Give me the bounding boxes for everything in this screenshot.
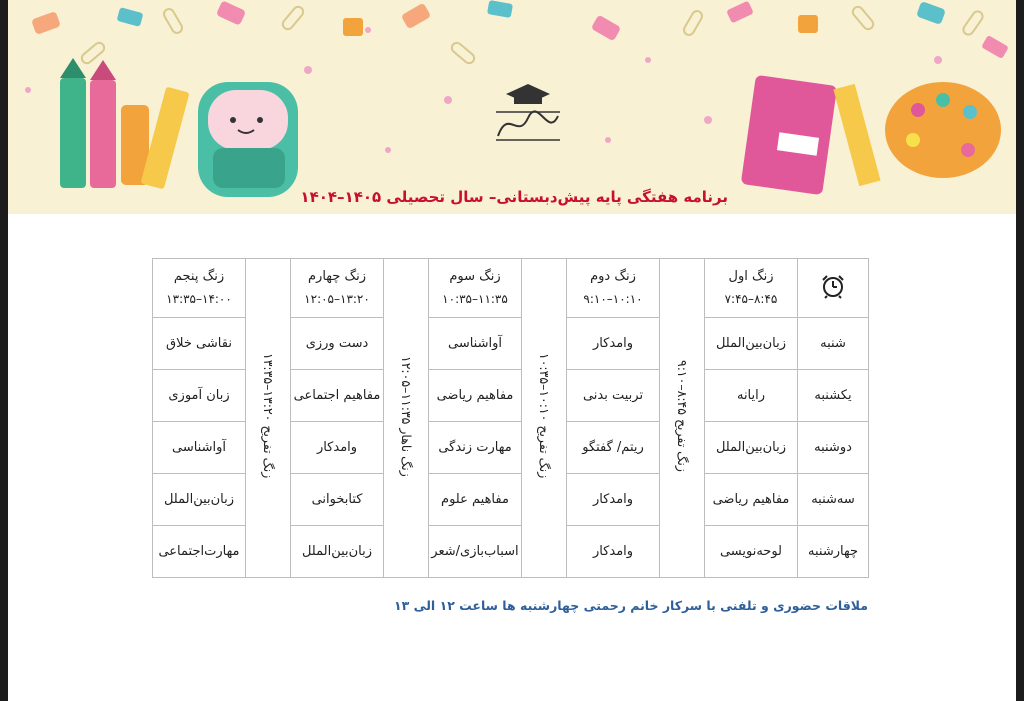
break-4-column: زنگ تفریح ۱۳:۲۰–۱۳:۳۵ — [246, 259, 291, 578]
class-cell: اسباب‌بازی/شعر — [429, 526, 522, 578]
class-cell: ریتم/ گفتگو — [567, 422, 660, 474]
period-1-header: زنگ اول ۷:۴۵–۸:۴۵ — [705, 259, 798, 318]
day-label: یکشنبه — [798, 370, 869, 422]
class-cell: آواشناسی — [429, 318, 522, 370]
day-label: چهارشنبه — [798, 526, 869, 578]
class-cell: زبان‌بین‌الملل — [153, 474, 246, 526]
school-logo-icon — [488, 78, 568, 150]
class-cell: وامدکار — [567, 318, 660, 370]
meeting-note: ملاقات حضوری و تلفنی با سرکار خانم رحمتی چهارشنبه ها ساعت ۱۲ الی ۱۳ — [393, 598, 868, 613]
class-cell: مفاهیم ریاضی — [429, 370, 522, 422]
class-cell: زبان آموزی — [153, 370, 246, 422]
table-header-row — [153, 259, 869, 318]
period-5-header: زنگ پنجم ۱۳:۳۵–۱۴:۰۰ — [153, 259, 246, 318]
class-cell: مفاهیم علوم — [429, 474, 522, 526]
class-cell: وامدکار — [291, 422, 384, 474]
day-label: دوشنبه — [798, 422, 869, 474]
class-cell: زبان‌بین‌الملل — [705, 318, 798, 370]
break-1-column: زنگ تفریح ۸:۴۵–۹:۱۰ — [660, 259, 705, 578]
day-label: شنبه — [798, 318, 869, 370]
class-cell: زبان‌بین‌الملل — [705, 422, 798, 474]
class-cell: لوحه‌نویسی — [705, 526, 798, 578]
period-3-header: زنگ سوم ۱۰:۳۵–۱۱:۳۵ — [429, 259, 522, 318]
class-cell: کتابخوانی — [291, 474, 384, 526]
lunch-break-column: زنگ ناهار ۱۱:۳۵–۱۲:۰۵ — [384, 259, 429, 578]
class-cell: وامدکار — [567, 474, 660, 526]
class-cell: مفاهیم ریاضی — [705, 474, 798, 526]
period-2-header: زنگ دوم ۹:۱۰–۱۰:۱۰ — [567, 259, 660, 318]
weekly-schedule-table — [152, 258, 869, 578]
document-page — [8, 0, 1016, 701]
class-cell: مفاهیم اجتماعی — [291, 370, 384, 422]
page-title: برنامه هفتگی پایه پیش‌دبستانی– سال تحصیلی ۱۴۰۵–۱۴۰۴ — [300, 188, 728, 206]
break-2-column: زنگ تفریح ۱۰:۱۰–۱۰:۳۵ — [522, 259, 567, 578]
alarm-clock-icon — [798, 259, 869, 318]
class-cell: وامدکار — [567, 526, 660, 578]
period-4-header: زنگ چهارم ۱۲:۰۵–۱۳:۲۰ — [291, 259, 384, 318]
class-cell: آواشناسی — [153, 422, 246, 474]
class-cell: زبان‌بین‌الملل — [291, 526, 384, 578]
day-label: سه‌شنبه — [798, 474, 869, 526]
decorative-banner — [8, 0, 1016, 214]
class-cell: تربیت بدنی — [567, 370, 660, 422]
class-cell: مهارت زندگی — [429, 422, 522, 474]
class-cell: مهارت‌اجتماعی — [153, 526, 246, 578]
class-cell: دست ورزی — [291, 318, 384, 370]
class-cell: نقاشی خلاق — [153, 318, 246, 370]
class-cell: رایانه — [705, 370, 798, 422]
